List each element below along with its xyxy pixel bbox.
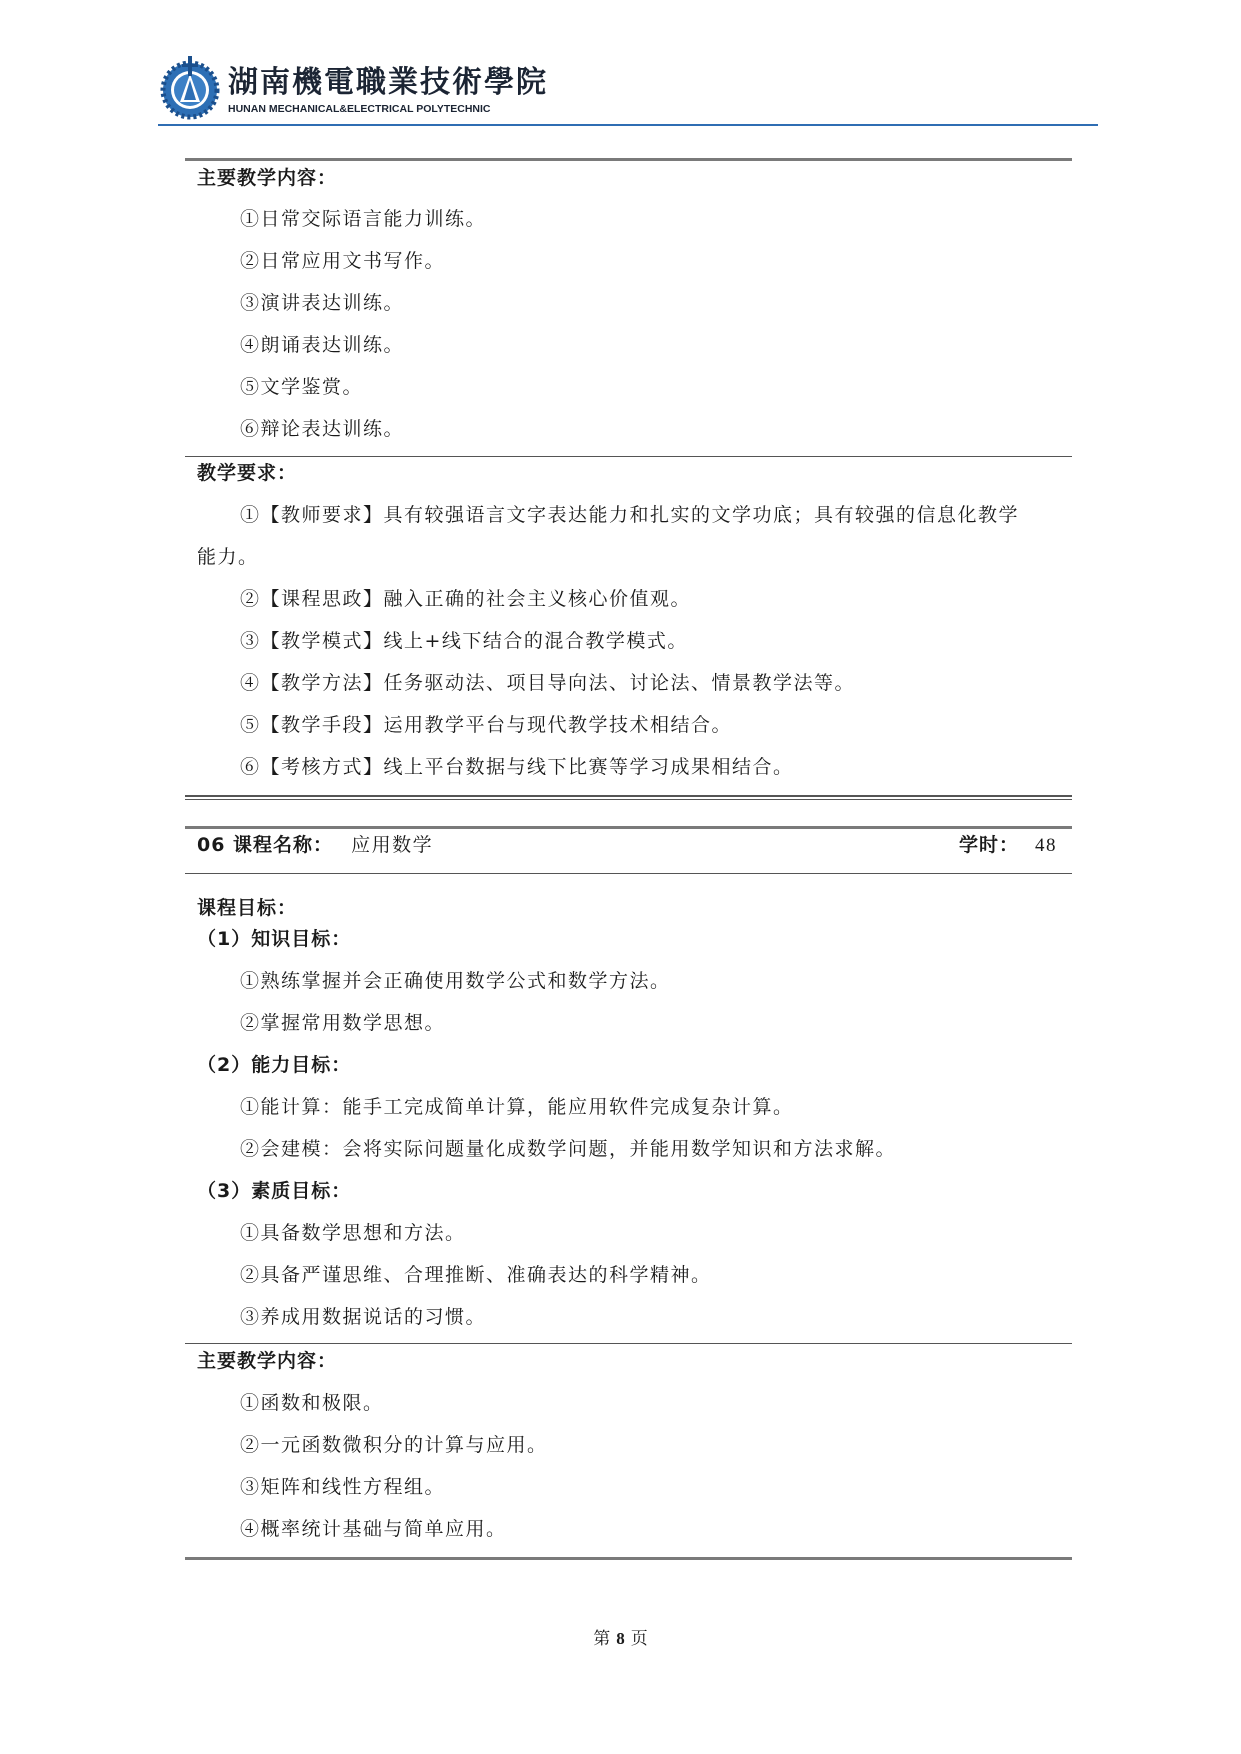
- list-item: ②具备严谨思维、合理推断、准确表达的科学精神。: [240, 1264, 712, 1286]
- section-divider: [185, 158, 1072, 161]
- ability-goals-heading: （2）能力目标：: [197, 1054, 352, 1076]
- list-item: ③矩阵和线性方程组。: [240, 1476, 446, 1498]
- requirement-item: ④【教学方法】任务驱动法、项目导向法、讨论法、情景教学法等。: [240, 672, 856, 694]
- list-item: ③演讲表达训练。: [240, 292, 405, 314]
- header-rule: [158, 124, 1098, 126]
- list-item: ①熟练掌握并会正确使用数学公式和数学方法。: [240, 970, 671, 992]
- list-item: ②会建模：会将实际问题量化成数学问题，并能用数学知识和方法求解。: [240, 1138, 897, 1160]
- requirement-item: ②【课程思政】融入正确的社会主义核心价值观。: [240, 588, 692, 610]
- section-divider: [185, 1343, 1072, 1344]
- course-hours-value: 48: [1035, 835, 1057, 856]
- course-name-label: 06 课程名称：: [197, 834, 334, 856]
- course-title-top-rule: [185, 826, 1072, 829]
- requirement-item-continuation: 能力。: [197, 546, 259, 568]
- list-item: ②日常应用文书写作。: [240, 250, 446, 272]
- section-end-rule: [185, 795, 1072, 800]
- brand-name-cn: 湖南機電職業技術學院: [228, 65, 548, 100]
- course-content-heading: 主要教学内容：: [197, 1350, 338, 1372]
- requirement-item: ⑤【教学手段】运用教学平台与现代教学技术相结合。: [240, 714, 733, 736]
- course-title-bottom-rule: [185, 873, 1072, 874]
- list-item: ①日常交际语言能力训练。: [240, 208, 487, 230]
- list-item: ⑤文学鉴赏。: [240, 376, 364, 398]
- list-item: ①函数和极限。: [240, 1392, 384, 1414]
- brand-name-en: HUNAN MECHANICAL&ELECTRICAL POLYTECHNIC: [228, 103, 491, 115]
- list-item: ②一元函数微积分的计算与应用。: [240, 1434, 548, 1456]
- list-item: ②掌握常用数学思想。: [240, 1012, 446, 1034]
- quality-goals-heading: （3）素质目标：: [197, 1180, 352, 1202]
- list-item: ④朗诵表达训练。: [240, 334, 405, 356]
- course-name: 应用数学: [351, 834, 434, 856]
- page-number-value: 8: [616, 1629, 625, 1648]
- section-divider: [185, 456, 1072, 457]
- college-logo-icon: [160, 50, 220, 120]
- requirement-item: ⑥【考核方式】线上平台数据与线下比赛等学习成果相结合。: [240, 756, 794, 778]
- page-number-prefix: 第: [593, 1629, 611, 1649]
- list-item: ③养成用数据说话的习惯。: [240, 1306, 487, 1328]
- course-hours-label: 学时：: [958, 834, 1019, 856]
- requirement-item: ①【教师要求】具有较强语言文字表达能力和扎实的文学功底；具有较强的信息化教学: [240, 504, 1020, 526]
- page-number-suffix: 页: [630, 1629, 648, 1649]
- list-item: ④概率统计基础与简单应用。: [240, 1518, 507, 1540]
- requirements-heading: 教学要求：: [197, 462, 298, 484]
- goals-heading: 课程目标：: [197, 897, 298, 919]
- content-heading: 主要教学内容：: [197, 167, 338, 189]
- course-hours: [959, 833, 1057, 858]
- list-item: ①具备数学思想和方法。: [240, 1222, 466, 1244]
- knowledge-goals-heading: （1）知识目标：: [197, 928, 352, 950]
- page-number: [0, 1628, 1241, 1650]
- list-item: ⑥辩论表达训练。: [240, 418, 405, 440]
- list-item: ①能计算：能手工完成简单计算，能应用软件完成复杂计算。: [240, 1096, 794, 1118]
- section-end-rule: [185, 1557, 1072, 1560]
- requirement-item: ③【教学模式】线上+线下结合的混合教学模式。: [240, 630, 688, 652]
- course-title-row: [197, 833, 1057, 857]
